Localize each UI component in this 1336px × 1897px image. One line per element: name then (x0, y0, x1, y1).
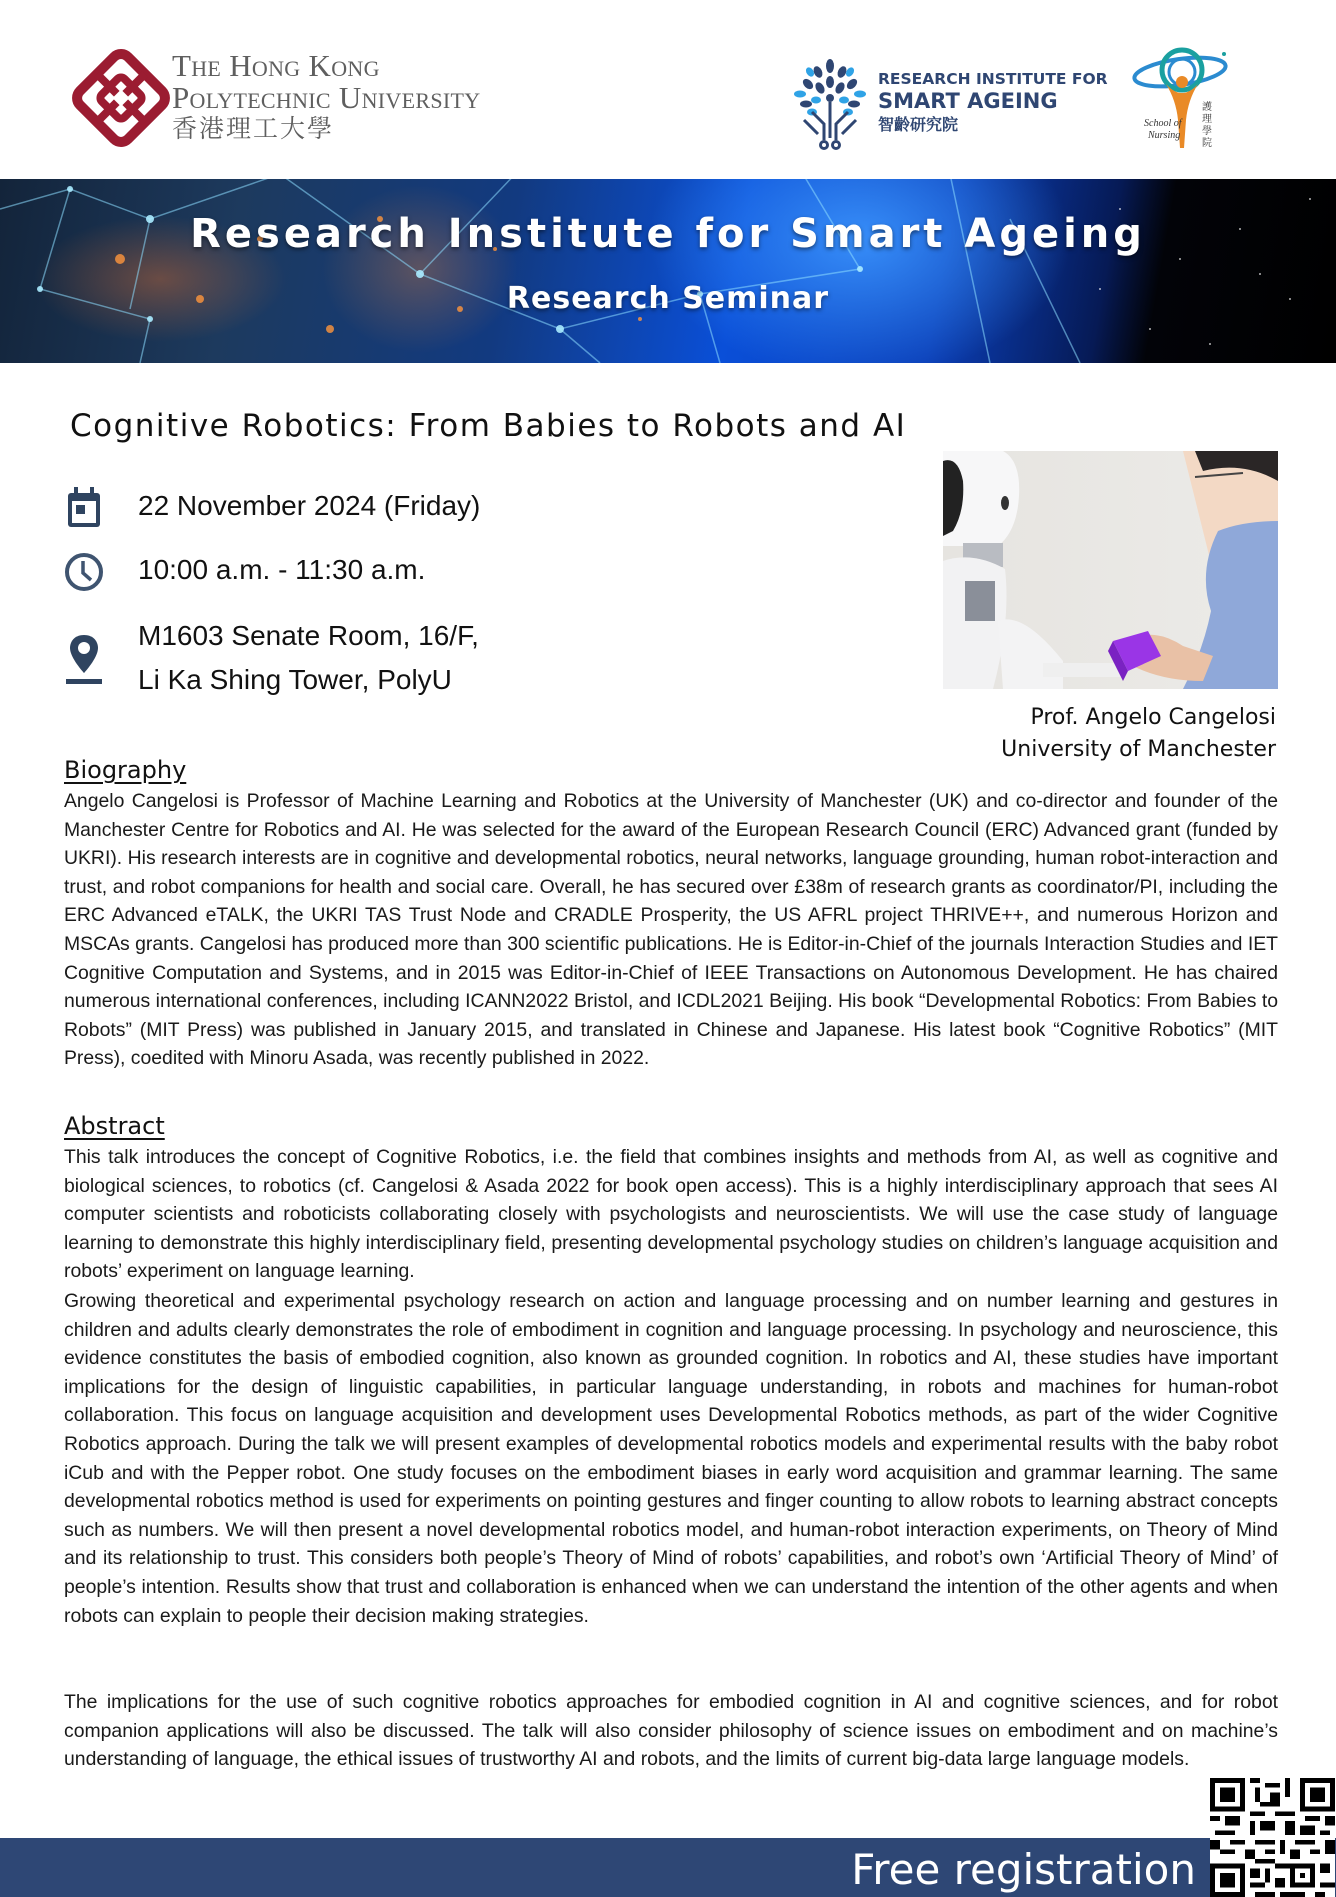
svg-text:Nursing: Nursing (1148, 130, 1181, 141)
location-line2: Li Ka Shing Tower, PolyU (138, 664, 452, 695)
qr-code-icon[interactable] (1210, 1778, 1335, 1897)
risa-line3: 智齡研究院 (878, 115, 959, 134)
location-pin-icon (64, 614, 104, 702)
talk-title: Cognitive Robotics: From Babies to Robots and AI (70, 408, 907, 444)
event-time-row (64, 548, 425, 596)
risa-wordmark (878, 70, 1108, 136)
school-of-nursing-logo-icon (1130, 40, 1230, 155)
network-lines-decoration (0, 179, 1336, 363)
hero-banner (0, 179, 1336, 363)
clock-icon (64, 548, 104, 596)
abstract-paragraph: The implications for the use of such cognitive robotics approaches for embodied cognition in AI and cognitive sciences, and for robot companion applications will also be discussed. The talk will also consider philosophy of science issues on embodiment and on machine’s understanding of language, the ethical issues of trustworthy AI and robots, and the limits of current big-data large language models. (64, 1691, 1278, 1771)
speaker-photo (943, 451, 1278, 689)
polyu-name-line2: Polytechnic University (172, 80, 481, 115)
event-location-row (64, 614, 479, 702)
biography-heading: Biography (64, 756, 187, 784)
speaker-caption (1001, 702, 1276, 766)
event-time: 10:00 a.m. - 11:30 a.m. (138, 554, 426, 585)
calendar-icon (64, 484, 104, 532)
polyu-wordmark (172, 50, 480, 144)
risa-line2: SMART AGEING (878, 89, 1058, 113)
biography-text: Angelo Cangelosi is Professor of Machine Learning and Robotics at the University of Manchester (UK) and co-director and founder of the Manchester Centre for Robotics and AI. He was selected for the award of the European Research Council (ERC) Advanced grant (funded by UKRI). His research interests are in cognitive and developmental robotics, neural networks, language grounding, human robot-interaction and trust, and robot companions for health and social care. Overall, he has secured over £38m of research grants as coordinator/PI, including the ERC Advanced eTALK, the UKRI TAS Trust Node and CRADLE Prosperity, the US AFRL project THRIVE++, and numerous Horizon and MSCAs grants. Cangelosi has produced more than 300 scientific publications. He is Editor-in-Chief of the journals Interaction Studies and IET Cognitive Computation and Systems, and in 2015 was Editor-in-Chief of IEEE Transactions on Autonomous Development. He has chaired numerous international conferences, including ICANN2022 Bristol, and ICDL2021 Beijing. His book “Developmental Robotics: From Babies to Robots” (MIT Press) was published in January 2015, and translated in Chinese and Japanese. His latest book “Cognitive Robotics” (MIT Press), coedited with Minoru Asada, was recently published in 2022. (64, 790, 1278, 1070)
svg-text:學: 學 (1202, 126, 1212, 137)
risa-line1: RESEARCH INSTITUTE FOR (878, 70, 1108, 88)
location-line1: M1603 Senate Room, 16/F, (138, 620, 479, 651)
svg-text:School of: School of (1144, 118, 1182, 129)
svg-text:院: 院 (1202, 138, 1212, 149)
polyu-logo-icon (66, 46, 176, 150)
banner-subtitle: Research Seminar (506, 281, 830, 316)
svg-text:護: 護 (1202, 102, 1212, 113)
polyu-name-line1: The Hong Kong (172, 48, 380, 83)
banner-title: Research Institute for Smart Ageing (190, 211, 1146, 257)
polyu-name-chinese: 香港理工大學 (172, 114, 335, 143)
abstract-heading: Abstract (64, 1112, 165, 1140)
event-date: 22 November 2024 (Friday) (138, 490, 481, 521)
event-location (138, 614, 479, 702)
svg-text:理: 理 (1202, 114, 1212, 125)
page-header (0, 0, 1336, 178)
speaker-name: Prof. Angelo Cangelosi (1030, 705, 1276, 730)
abstract-paragraph: Growing theoretical and experimental psychology research on action and language processing and on number learning and gestures in children and adults clearly demonstrates the role of embodiment in cognition and language processing. In psychology and neuroscience, this evidence constitutes the basis of embodied cognition, also known as grounded cognition. In robotics and AI, these studies have important implications for the design of linguistic capabilities, in particular language understanding, in robots and machines for human-robot collaboration. This focus on language acquisition and development uses Developmental Robotics methods, as part of the wider Cognitive Robotics approach. During the talk we will present examples of developmental robotics models and experimental results with the baby robot iCub and with the Pepper robot. One study focuses on the embodiment biases in early word acquisition and grammar learning. The same developmental robotics method is used for experiments on pointing gestures and finger counting to allow robots to learning abstract concepts such as numbers. We will then present a novel developmental robotics model, and human-robot interaction experiments, on Theory of Mind and its relationship to trust. This considers both people’s Theory of Mind of robots’ capabilities, and robot’s own ‘Artificial Theory of Mind’ of people’s intention. Results show that trust and collaboration is enhanced when we can understand the intention of the other agents and when robots can explain to people their decision making strategies. (64, 1290, 1278, 1627)
free-registration-label[interactable]: Free registration (851, 1845, 1196, 1894)
abstract-paragraph: This talk introduces the concept of Cognitive Robotics, i.e. the field that combines insights and methods from AI, as well as cognitive and biological sciences, to robotics (cf. Cangelosi & Asada 2022 for book open access). This is a highly interdisciplinary approach that sees AI computer scientists and roboticists collaborating closely with psychologists and neuroscientists. We will use the case study of language learning to demonstrate this highly interdisciplinary field, presenting developmental psychology studies on children’s language acquisition and robots’ experiment on language learning. (64, 1146, 1278, 1283)
risa-tree-logo-icon (790, 58, 870, 154)
event-date-row (64, 484, 480, 532)
speaker-affiliation: University of Manchester (1001, 737, 1276, 762)
